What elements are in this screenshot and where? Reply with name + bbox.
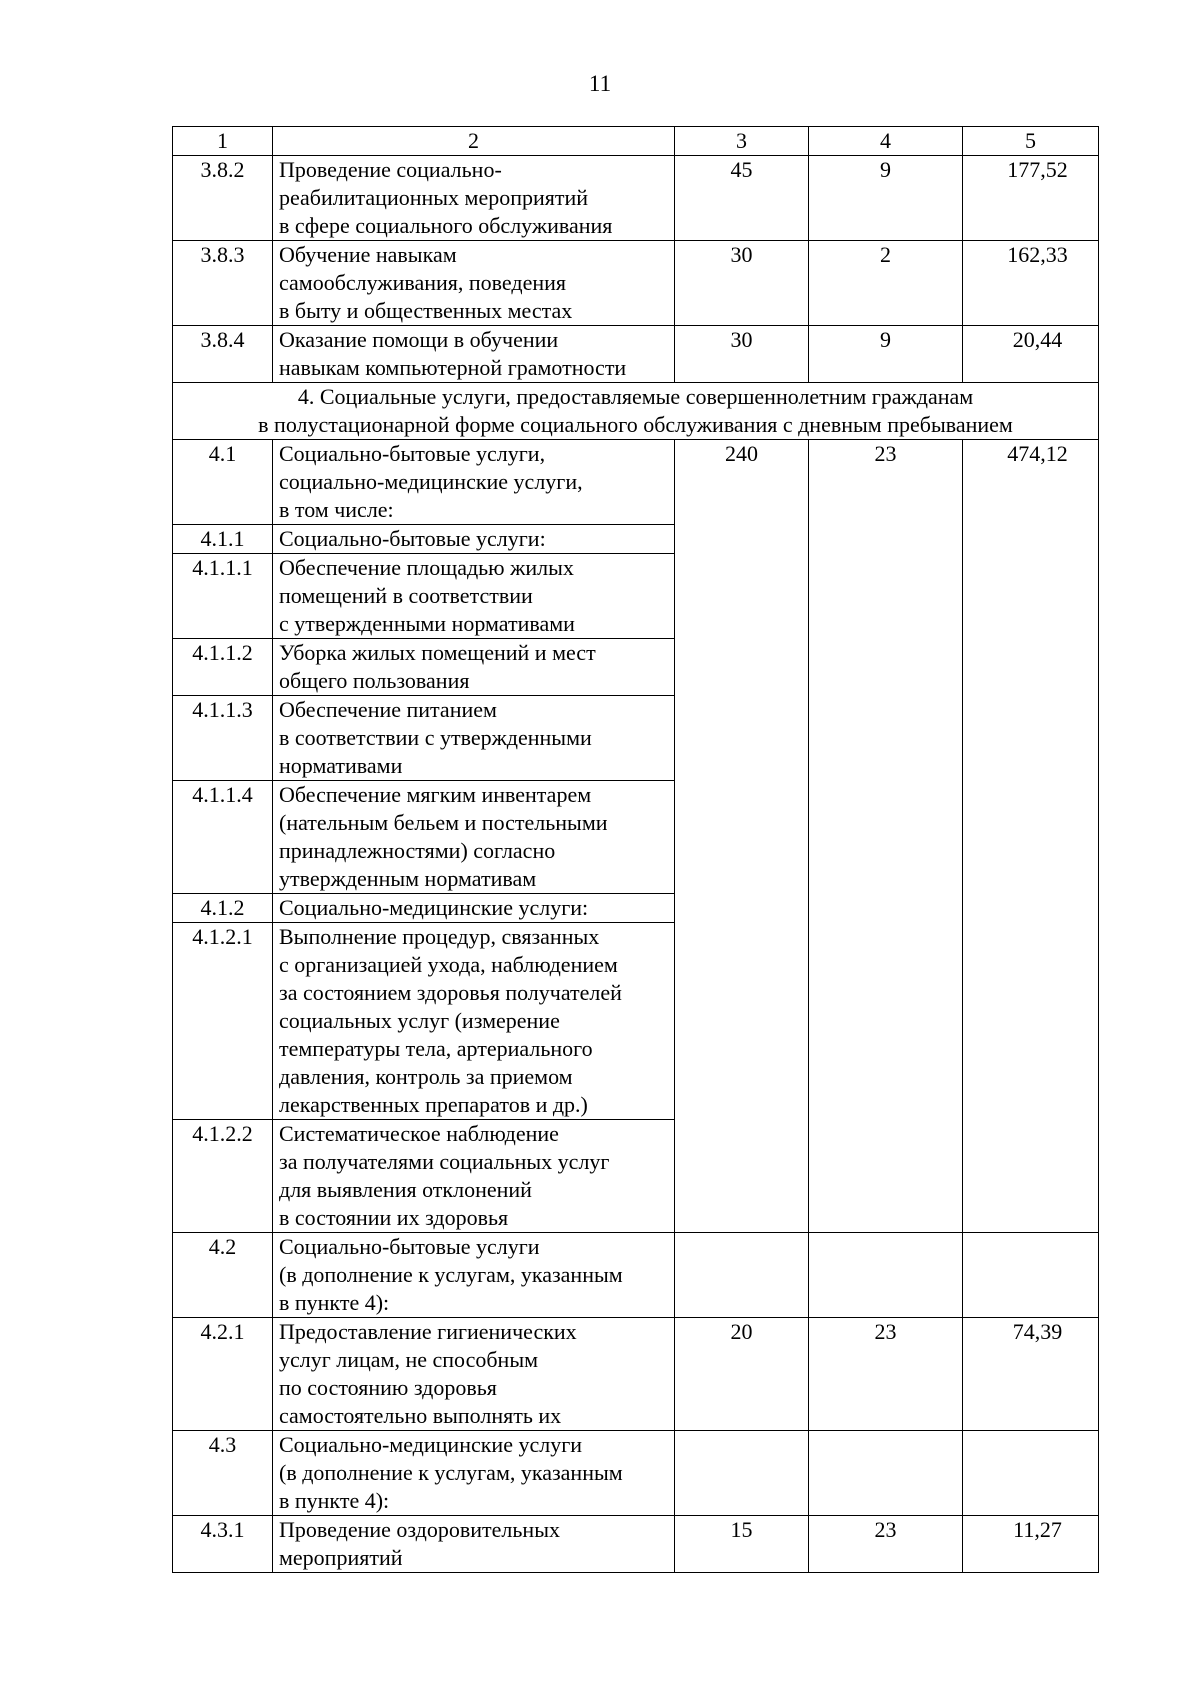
service-name: Проведение оздоровительных мероприятий — [273, 1516, 675, 1573]
service-name: Проведение социально- реабилитационных мероприятий в сфере социального обслуживания — [273, 156, 675, 241]
row-code: 4.2.1 — [173, 1318, 273, 1431]
column-5-value — [963, 1431, 1099, 1516]
column-4-value: 23 — [809, 1318, 963, 1431]
service-name: Обучение навыкам самообслуживания, поведения в быту и общественных местах — [273, 241, 675, 326]
page-number: 11 — [588, 71, 612, 96]
row-code: 3.8.3 — [173, 241, 273, 326]
column-5-value: 474,12 — [963, 440, 1099, 1233]
table-body — [173, 127, 1099, 1573]
table-row — [173, 156, 1099, 241]
column-3-value: 20 — [675, 1318, 809, 1431]
column-number-2: 2 — [273, 127, 675, 156]
column-4-value: 9 — [809, 156, 963, 241]
row-code: 4.3.1 — [173, 1516, 273, 1573]
service-name: Оказание помощи в обучении навыкам компьютерной грамотности — [273, 326, 675, 383]
table-row — [173, 241, 1099, 326]
row-code: 3.8.2 — [173, 156, 273, 241]
column-4-value: 2 — [809, 241, 963, 326]
row-code: 3.8.4 — [173, 326, 273, 383]
column-3-value: 30 — [675, 326, 809, 383]
section-title: 4. Социальные услуги, предоставляемые совершеннолетним гражданам в полустационарной форме социального обслуживания с дневным пребыванием — [173, 383, 1099, 440]
row-code: 4.1 — [173, 440, 273, 525]
service-name: Социально-бытовые услуги: — [273, 525, 675, 554]
table-row — [173, 1516, 1099, 1573]
column-5-value: 74,39 — [963, 1318, 1099, 1431]
column-number-5: 5 — [963, 127, 1099, 156]
column-number-1: 1 — [173, 127, 273, 156]
service-name: Систематическое наблюдение за получателями социальных услуг для выявления отклонений в состоянии их здоровья — [273, 1120, 675, 1233]
column-3-value: 45 — [675, 156, 809, 241]
column-3-value: 240 — [675, 440, 809, 1233]
row-code: 4.1.1.4 — [173, 781, 273, 894]
column-5-value: 177,52 — [963, 156, 1099, 241]
column-3-value — [675, 1431, 809, 1516]
column-5-value: 11,27 — [963, 1516, 1099, 1573]
row-code: 4.1.2 — [173, 894, 273, 923]
row-code: 4.1.1.2 — [173, 639, 273, 696]
service-name: Обеспечение площадью жилых помещений в соответствии с утвержденными нормативами — [273, 554, 675, 639]
column-4-value: 23 — [809, 1516, 963, 1573]
row-code: 4.3 — [173, 1431, 273, 1516]
service-name: Уборка жилых помещений и мест общего пользования — [273, 639, 675, 696]
service-name: Обеспечение мягким инвентарем (нательным бельем и постельными принадлежностями) согласно утвержденным нормативам — [273, 781, 675, 894]
column-3-value — [675, 1233, 809, 1318]
row-code: 4.1.2.2 — [173, 1120, 273, 1233]
column-4-value — [809, 1431, 963, 1516]
service-name: Социально-бытовые услуги (в дополнение к услугам, указанным в пункте 4): — [273, 1233, 675, 1318]
column-5-value: 162,33 — [963, 241, 1099, 326]
column-5-value — [963, 1233, 1099, 1318]
table-row — [173, 1233, 1099, 1318]
table-row — [173, 1431, 1099, 1516]
section-row — [173, 383, 1099, 440]
column-number-row — [173, 127, 1099, 156]
service-name: Выполнение процедур, связанных с организацией ухода, наблюдением за состоянием здоровья получателей социальных услуг (измерение температуры тела, артериального давления, контроль за приемом лекарственных препаратов и др.) — [273, 923, 675, 1120]
column-4-value — [809, 1233, 963, 1318]
table-row — [173, 326, 1099, 383]
column-4-value: 9 — [809, 326, 963, 383]
table-row — [173, 440, 1099, 525]
service-name: Социально-бытовые услуги, социально-медицинские услуги, в том числе: — [273, 440, 675, 525]
tariff-table — [172, 126, 1099, 1573]
row-code: 4.1.2.1 — [173, 923, 273, 1120]
column-4-value: 23 — [809, 440, 963, 1233]
service-name: Обеспечение питанием в соответствии с утвержденными нормативами — [273, 696, 675, 781]
row-code: 4.1.1 — [173, 525, 273, 554]
column-number-4: 4 — [809, 127, 963, 156]
service-name: Предоставление гигиенических услуг лицам, не способным по состоянию здоровья самостоятельно выполнять их — [273, 1318, 675, 1431]
row-code: 4.1.1.3 — [173, 696, 273, 781]
column-5-value: 20,44 — [963, 326, 1099, 383]
column-number-3: 3 — [675, 127, 809, 156]
table-row — [173, 1318, 1099, 1431]
service-name: Социально-медицинские услуги: — [273, 894, 675, 923]
row-code: 4.1.1.1 — [173, 554, 273, 639]
row-code: 4.2 — [173, 1233, 273, 1318]
column-3-value: 15 — [675, 1516, 809, 1573]
service-name: Социально-медицинские услуги (в дополнение к услугам, указанным в пункте 4): — [273, 1431, 675, 1516]
column-3-value: 30 — [675, 241, 809, 326]
